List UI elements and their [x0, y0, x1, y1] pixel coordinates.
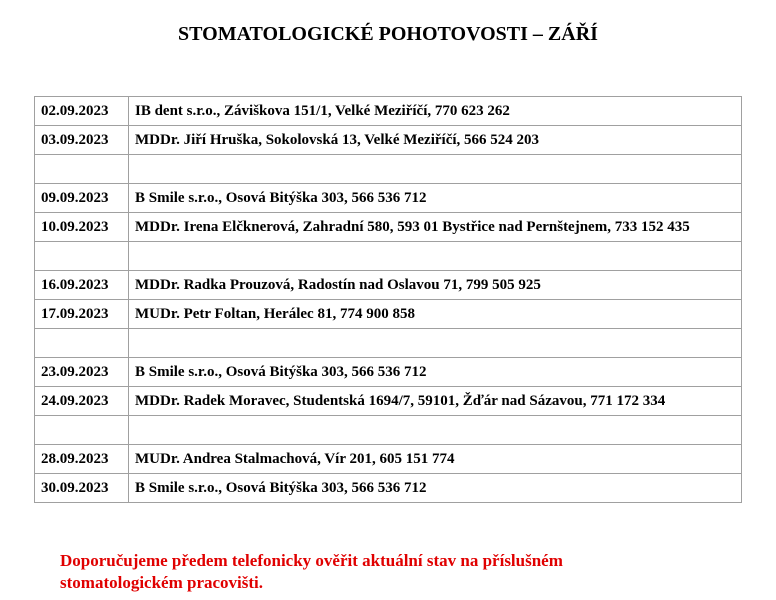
table-row [35, 474, 742, 503]
table-row [35, 445, 742, 474]
table-row [35, 184, 742, 213]
table-row [35, 387, 742, 416]
table-row [35, 300, 742, 329]
dentist-info-cell [129, 242, 742, 271]
dentist-info-cell: MUDr. Petr Foltan, Herálec 81, 774 900 858 [129, 300, 742, 329]
date-cell [35, 416, 129, 445]
date-cell: 02.09.2023 [35, 97, 129, 126]
dentist-info-cell: MDDr. Radka Prouzová, Radostín nad Oslavou 71, 799 505 925 [129, 271, 742, 300]
dentist-info-cell: IB dent s.r.o., Záviškova 151/1, Velké Meziříčí, 770 623 262 [129, 97, 742, 126]
dentist-info-cell: MDDr. Radek Moravec, Studentská 1694/7, 59101, Žďár nad Sázavou, 771 172 334 [129, 387, 742, 416]
date-cell: 30.09.2023 [35, 474, 129, 503]
date-cell: 23.09.2023 [35, 358, 129, 387]
dentist-info-cell [129, 416, 742, 445]
dentist-info-cell: MDDr. Jiří Hruška, Sokolovská 13, Velké Meziříčí, 566 524 203 [129, 126, 742, 155]
page-title: STOMATOLOGICKÉ POHOTOVOSTI – ZÁŘÍ [178, 23, 598, 45]
date-cell [35, 155, 129, 184]
verification-note: Doporučujeme předem telefonicky ověřit aktuální stav na příslušném stomatologickém pracovišti. [60, 551, 563, 592]
table-row [35, 213, 742, 242]
date-cell [35, 242, 129, 271]
table-row [35, 97, 742, 126]
dentist-info-cell: B Smile s.r.o., Osová Bitýška 303, 566 536 712 [129, 184, 742, 213]
dentist-info-cell: B Smile s.r.o., Osová Bitýška 303, 566 536 712 [129, 474, 742, 503]
table-row [35, 271, 742, 300]
table-row-empty [35, 329, 742, 358]
date-cell: 03.09.2023 [35, 126, 129, 155]
date-cell: 09.09.2023 [35, 184, 129, 213]
dentist-info-cell [129, 155, 742, 184]
dentist-info-cell: B Smile s.r.o., Osová Bitýška 303, 566 536 712 [129, 358, 742, 387]
table-row [35, 358, 742, 387]
date-cell: 24.09.2023 [35, 387, 129, 416]
date-cell: 17.09.2023 [35, 300, 129, 329]
dentist-info-cell [129, 329, 742, 358]
dentist-info-cell: MDDr. Irena Elčknerová, Zahradní 580, 593 01 Bystřice nad Pernštejnem, 733 152 435 [129, 213, 742, 242]
table-row-empty [35, 242, 742, 271]
date-cell: 10.09.2023 [35, 213, 129, 242]
emergency-schedule-table [34, 96, 742, 503]
table-row-empty [35, 155, 742, 184]
date-cell: 16.09.2023 [35, 271, 129, 300]
date-cell [35, 329, 129, 358]
dentist-info-cell: MUDr. Andrea Stalmachová, Vír 201, 605 151 774 [129, 445, 742, 474]
table-row [35, 126, 742, 155]
table-row-empty [35, 416, 742, 445]
date-cell: 28.09.2023 [35, 445, 129, 474]
